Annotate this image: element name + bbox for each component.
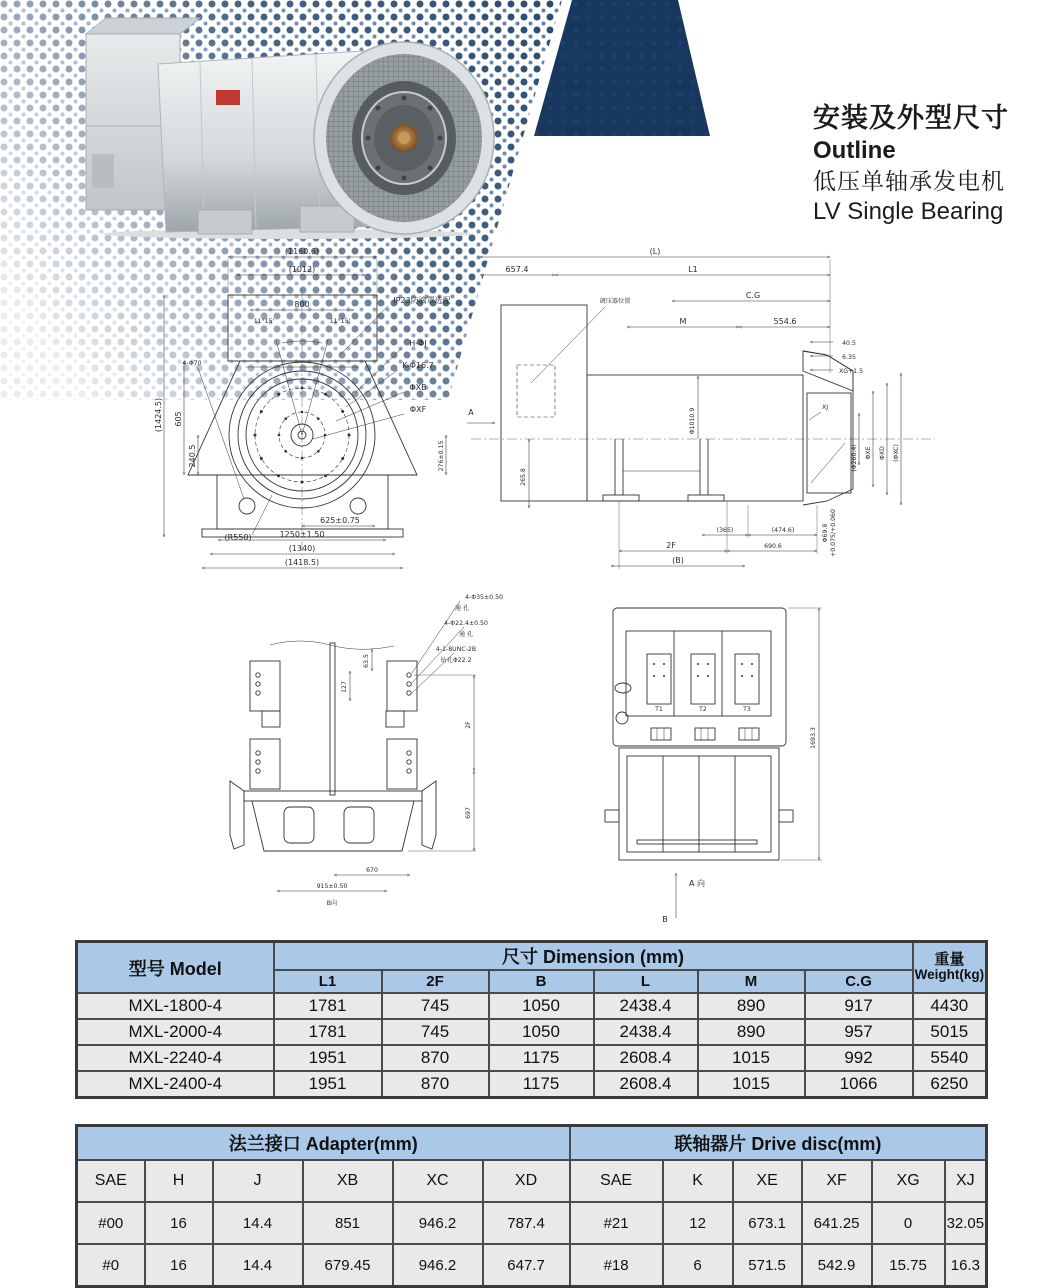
adapter-drive-table	[75, 1124, 988, 1288]
dim-cell: 1050	[489, 1019, 594, 1045]
svg-text:63.5: 63.5	[363, 654, 370, 668]
spec-cell: 946.2	[393, 1244, 483, 1287]
col-header-xj: XJ	[945, 1160, 987, 1202]
svg-text:XJ: XJ	[821, 404, 829, 411]
svg-text:657.4: 657.4	[505, 265, 529, 274]
spec-cell: 571.5	[733, 1244, 802, 1287]
svg-text:通 孔: 通 孔	[458, 631, 474, 638]
svg-text:276±0.15: 276±0.15	[438, 440, 445, 472]
spec-cell: 12	[663, 1202, 733, 1244]
svg-text:4-1-8UNC-2B: 4-1-8UNC-2B	[435, 646, 477, 653]
svg-text:1693.3: 1693.3	[810, 727, 817, 749]
svg-text:通 孔: 通 孔	[454, 605, 470, 612]
svg-text:554.6: 554.6	[773, 317, 797, 326]
spec-cell: #0	[77, 1244, 145, 1287]
drive-disc-group-header: 联轴器片 Drive disc(mm)	[570, 1126, 987, 1161]
svg-text:(1340): (1340)	[288, 544, 316, 553]
svg-text:A: A	[468, 408, 474, 417]
table-row	[77, 1071, 987, 1098]
spec-cell: 16	[145, 1202, 213, 1244]
dim-cell: 1951	[274, 1045, 382, 1071]
svg-text:670: 670	[366, 867, 378, 874]
col-header-l1: L1	[274, 970, 382, 993]
dim-cell: 870	[382, 1045, 489, 1071]
dim-cell: 2438.4	[594, 993, 698, 1019]
spec-cell: #21	[570, 1202, 663, 1244]
column-header-row	[77, 1160, 987, 1202]
spec-cell: 15.75	[872, 1244, 945, 1287]
svg-text:M: M	[679, 317, 687, 326]
spec-cell: 6	[663, 1244, 733, 1287]
spec-cell: 14.4	[213, 1202, 303, 1244]
dim-cell: 745	[382, 993, 489, 1019]
svg-text:690.6: 690.6	[764, 543, 782, 550]
dim-cell: 917	[805, 993, 913, 1019]
dim-cell: 890	[698, 1019, 805, 1045]
svg-text:40.5: 40.5	[842, 340, 856, 347]
dimension-group-header: 尺寸 Dimension (mm)	[274, 942, 913, 971]
svg-text:1250±1.50: 1250±1.50	[279, 530, 325, 539]
svg-text:ΦXF: ΦXF	[409, 405, 427, 414]
spec-cell: 16	[145, 1244, 213, 1287]
dim-cell: 2608.4	[594, 1071, 698, 1098]
model-column-header: 型号 Model	[77, 942, 274, 994]
svg-text:L1: L1	[688, 265, 698, 274]
dim-cell: 1015	[698, 1071, 805, 1098]
section-outline	[230, 641, 436, 851]
section-dimensions	[277, 594, 503, 907]
col-header-xg: XG	[872, 1160, 945, 1202]
spec-cell: #18	[570, 1244, 663, 1287]
weight-cell: 5540	[913, 1045, 987, 1071]
dim-cell: 1050	[489, 993, 594, 1019]
spec-cell: 542.9	[802, 1244, 872, 1287]
weight-header-en: Weight(kg)	[914, 967, 985, 983]
svg-text:127: 127	[341, 681, 348, 693]
svg-text:A 向: A 向	[688, 879, 706, 888]
svg-text:(Φ260.4): (Φ260.4)	[851, 444, 858, 472]
col-header-m: M	[698, 970, 805, 993]
svg-text:T2: T2	[699, 706, 707, 713]
col-header-xc: XC	[393, 1160, 483, 1202]
svg-text:XG+1.5: XG+1.5	[838, 368, 864, 375]
page-subtitle-en: LV Single Bearing	[813, 197, 1004, 225]
col-header-sae2: SAE	[570, 1160, 663, 1202]
side-view-dimensions	[467, 247, 901, 569]
svg-text:(1418.5): (1418.5)	[284, 558, 320, 567]
table-row	[77, 1019, 987, 1045]
svg-text:(ΦXC): (ΦXC)	[893, 444, 900, 462]
spec-cell: 0	[872, 1202, 945, 1244]
weight-cell: 6250	[913, 1071, 987, 1098]
dim-cell: 1066	[805, 1071, 913, 1098]
col-header-xe: XE	[733, 1160, 802, 1202]
top-view-drawing	[593, 588, 868, 933]
svg-text:800: 800	[294, 300, 310, 309]
col-header-k: K	[663, 1160, 733, 1202]
dim-cell: 1951	[274, 1071, 382, 1098]
svg-text:2F: 2F	[666, 541, 676, 550]
dimension-table	[75, 940, 988, 1099]
spec-cell: 32.05	[945, 1202, 987, 1244]
svg-text:(1012): (1012)	[288, 265, 316, 274]
svg-text:H-ΦJ: H-ΦJ	[409, 339, 427, 348]
spec-cell: 679.45	[303, 1244, 393, 1287]
page-title-block	[813, 103, 1043, 226]
spec-cell: 16.3	[945, 1244, 987, 1287]
dim-cell: 1175	[489, 1071, 594, 1098]
svg-text:11°15': 11°15'	[253, 318, 275, 325]
svg-text:C.G: C.G	[745, 291, 761, 300]
dim-cell: 890	[698, 993, 805, 1019]
svg-text:625±0.75: 625±0.75	[320, 516, 360, 525]
col-header-xf: XF	[802, 1160, 872, 1202]
svg-text:T3: T3	[743, 706, 751, 713]
svg-text:11°15': 11°15'	[329, 318, 351, 325]
spec-cell: 946.2	[393, 1202, 483, 1244]
svg-text:B: B	[662, 915, 668, 924]
spec-cell: 641.25	[802, 1202, 872, 1244]
spec-cell: 14.4	[213, 1244, 303, 1287]
dim-cell: 1781	[274, 1019, 382, 1045]
weight-header-cn: 重量	[934, 950, 965, 968]
table-row	[77, 993, 987, 1019]
table-row	[77, 1202, 987, 1244]
dim-cell: 745	[382, 1019, 489, 1045]
svg-text:Φ1010.9: Φ1010.9	[689, 407, 696, 435]
svg-text:B向: B向	[326, 900, 338, 907]
svg-text:Φ69.8: Φ69.8	[822, 523, 829, 543]
svg-text:ΦXB: ΦXB	[409, 383, 427, 392]
weight-cell: 4430	[913, 993, 987, 1019]
dim-cell: 1175	[489, 1045, 594, 1071]
page-subtitle-cn: 低压单轴承发电机	[813, 168, 1005, 195]
dim-cell: 992	[805, 1045, 913, 1071]
spec-cell: 851	[303, 1202, 393, 1244]
svg-text:265.8: 265.8	[520, 468, 527, 486]
svg-text:(1160.6): (1160.6)	[284, 247, 320, 256]
svg-text:调压器位置: 调压器位置	[599, 298, 631, 305]
svg-text:(474.6): (474.6)	[771, 527, 795, 534]
svg-text:915±0.50: 915±0.50	[316, 883, 348, 890]
svg-text:钻孔Φ22.2: 钻孔Φ22.2	[440, 657, 472, 664]
svg-text:697: 697	[465, 807, 472, 819]
spec-cell: 787.4	[483, 1202, 570, 1244]
weight-cell: 5015	[913, 1019, 987, 1045]
generator-photo	[48, 6, 510, 240]
col-header-2f: 2F	[382, 970, 489, 993]
page-title-cn: 安装及外型尺寸	[813, 103, 1009, 133]
weight-column-header	[913, 942, 987, 994]
col-header-j: J	[213, 1160, 303, 1202]
spec-cell: 673.1	[733, 1202, 802, 1244]
dim-cell: 957	[805, 1019, 913, 1045]
adapter-section-drawing	[222, 583, 567, 923]
svg-text:ΦXD: ΦXD	[879, 446, 886, 460]
top-unit-outline	[613, 608, 786, 746]
svg-text:605: 605	[174, 411, 183, 427]
col-header-h: H	[145, 1160, 213, 1202]
side-view-outline	[471, 305, 935, 505]
col-header-b: B	[489, 970, 594, 993]
dim-cell: 1015	[698, 1045, 805, 1071]
model-cell: MXL-2000-4	[77, 1019, 274, 1045]
svg-text:4-Φ35±0.50: 4-Φ35±0.50	[465, 594, 503, 601]
col-header-l: L	[594, 970, 698, 993]
table-row	[77, 1045, 987, 1071]
page-title-en: Outline	[813, 137, 896, 165]
svg-text:(L): (L)	[649, 247, 661, 256]
svg-text:(B): (B)	[672, 556, 684, 565]
model-cell: MXL-2240-4	[77, 1045, 274, 1071]
side-view-drawing	[465, 243, 960, 578]
front-view-outline	[188, 289, 417, 555]
brand-plate	[216, 90, 240, 105]
table-row	[77, 1244, 987, 1287]
model-cell: MXL-1800-4	[77, 993, 274, 1019]
svg-text:+0.075/+0.060: +0.075/+0.060	[830, 509, 837, 557]
svg-text:T1: T1	[655, 706, 663, 713]
col-header-cg: C.G	[805, 970, 913, 993]
front-view-drawing	[150, 243, 470, 593]
svg-text:6.35: 6.35	[842, 354, 856, 361]
svg-text:2F: 2F	[465, 721, 472, 729]
svg-text:ΦXE: ΦXE	[865, 446, 872, 460]
front-grille	[314, 42, 494, 234]
dim-cell: 2608.4	[594, 1045, 698, 1071]
col-header-sae: SAE	[77, 1160, 145, 1202]
col-header-xd: XD	[483, 1160, 570, 1202]
spec-cell: 647.7	[483, 1244, 570, 1287]
lower-grille-outline	[605, 748, 793, 860]
top-view-labels	[654, 608, 822, 924]
svg-text:4-Φ22.4±0.50: 4-Φ22.4±0.50	[444, 620, 488, 627]
model-cell: MXL-2400-4	[77, 1071, 274, 1098]
svg-text:(R550): (R550)	[224, 533, 252, 542]
svg-text:(365): (365)	[716, 527, 734, 534]
svg-text:(1424.5): (1424.5)	[154, 397, 163, 433]
spec-cell: #00	[77, 1202, 145, 1244]
svg-text:240.5: 240.5	[188, 444, 197, 468]
svg-text:4-Φ70: 4-Φ70	[182, 360, 202, 367]
col-header-xb: XB	[303, 1160, 393, 1202]
svg-text:K-Φ16.7: K-Φ16.7	[402, 361, 434, 370]
dim-cell: 870	[382, 1071, 489, 1098]
dim-cell: 1781	[274, 993, 382, 1019]
adapter-group-header: 法兰接口 Adapter(mm)	[77, 1126, 570, 1161]
svg-text:IP23防滴罩选配: IP23防滴罩选配	[393, 296, 451, 305]
dim-cell: 2438.4	[594, 1019, 698, 1045]
